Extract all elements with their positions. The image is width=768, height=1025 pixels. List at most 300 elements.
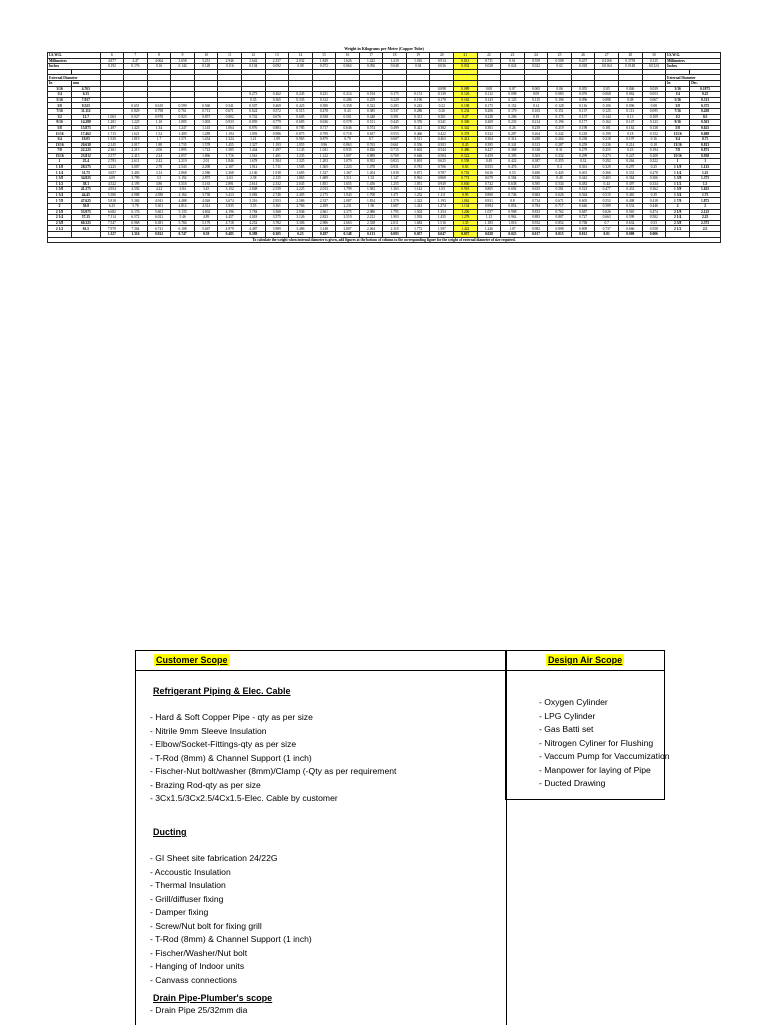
size-inch: 1 5/8 [48,187,72,193]
size-dec: 0.625 [690,125,721,131]
weight-cell: 0.279 [571,148,595,154]
weight-cell: 0.262 [265,92,289,98]
weight-cell: 0.96 [312,142,336,148]
weight-cell: 0.314 [501,136,525,142]
weight-cell: 0.826 [359,148,383,154]
weight-cell: 0.358 [336,103,360,109]
header-cell: 0.457 [571,58,595,64]
row-label: Inches [48,64,101,70]
weight-cell: 3.192 [171,176,195,182]
weight-cell: 0.807 [548,215,572,221]
weight-cell: 0.779 [265,120,289,126]
weight-cell: 0.558 [642,226,666,232]
footer-cell: 1.327 [100,232,124,238]
weight-cell: 0.646 [336,125,360,131]
size-inch: 3/4 [666,136,690,142]
weight-cell: 0.194 [642,148,666,154]
weight-cell: 1.502 [406,209,430,215]
weight-cell: 1.12 [477,215,501,221]
weight-cell: 0.532 [618,204,642,210]
weight-cell: 0.334 [642,181,666,187]
footer-cell: 0.012 [571,232,595,238]
weight-cell: 0.165 [524,108,548,114]
weight-cell: 0.065 [524,86,548,92]
header-cell: 1.829 [312,58,336,64]
weight-cell: 0.286 [336,97,360,103]
footer-cell: 0.047 [430,232,454,238]
size-mm: 22.225 [72,148,100,154]
weight-cell: 0.437 [524,164,548,170]
weight-cell: 0.431 [618,187,642,193]
size-inch: 1 1/2 [48,181,72,187]
weight-cell: 0.646 [571,204,595,210]
size-mm: 19.05 [72,136,100,142]
header-cell: 27 [595,53,619,59]
weight-cell: 0.769 [383,153,407,159]
footer-cell: 1.316 [124,232,148,238]
weight-cell: 1.597 [430,226,454,232]
size-dec: 0.813 [690,142,721,148]
weight-cell: 0.068 [595,92,619,98]
weight-cell: 0.564 [571,192,595,198]
weight-cell: 1.722 [194,148,218,154]
weight-cell: 0.616 [477,170,501,176]
weight-cell: 0.994 [477,204,501,210]
header-cell: 7 [124,53,148,59]
weight-cell: 6.682 [100,209,124,215]
weight-cell: 0.632 [618,220,642,226]
weight-cell: 0.139 [430,92,454,98]
weight-cell: 0.18 [642,142,666,148]
weight-cell: 2.766 [289,204,313,210]
weight-cell: 2.361 [100,148,124,154]
weight-cell: 0.823 [383,159,407,165]
weight-cell: 1.193 [430,198,454,204]
weight-cell: 1.183 [477,220,501,226]
weight-cell: 0.463 [430,136,454,142]
weight-cell: 6.25 [100,204,124,210]
weight-cell: 2.119 [383,226,407,232]
list-item: - Manpower for laying of Pipe [539,764,651,775]
weight-cell: 0.147 [618,120,642,126]
size-dec: 1.875 [690,198,721,204]
weight-cell: 0.552 [595,198,619,204]
weight-cell: 0.198 [571,125,595,131]
weight-cell: 0.157 [571,114,595,120]
weight-cell: 0.684 [524,192,548,198]
weight-cell: 4.580 [147,192,171,198]
footer-cell: 0.017 [524,232,548,238]
size-dec: 2.25 [690,215,721,221]
list-item: - Screw/Nut bolt for fixing grill [150,920,262,931]
weight-cell: 0.515 [289,108,313,114]
weight-cell: 4.718 [218,220,242,226]
weight-cell: 0.287 [548,142,572,148]
weight-cell: 0.734 [524,198,548,204]
size-mm: 7.937 [72,97,100,103]
weight-cell: 0.883 [265,125,289,131]
weight-cell: 6.741 [147,226,171,232]
weight-cell: 2.611 [124,159,148,165]
weight-cell: 0.198 [454,103,478,109]
weight-cell: 0.194 [359,92,383,98]
weight-cell: 1.145 [194,125,218,131]
weight-cell: 2.01 [194,159,218,165]
header-cell: 0.036 [430,64,454,70]
weight-cell: 0.671 [548,198,572,204]
weight-cell: 1.621 [124,131,148,137]
weight-cell: 0.089 [454,86,478,92]
drain-pipe-heading: Drain Pipe-Plumber's scope [153,993,273,1003]
weight-cell: 3.799 [124,176,148,182]
header-cell: 16 [336,53,360,59]
size-inch: 2 1/4 [666,215,690,221]
size-dec: 0.375 [690,103,721,109]
weight-cell: 1.582 [359,187,383,193]
weight-cell: 1.689 [312,176,336,182]
weight-cell: 0.26 [501,125,525,131]
header-cell: 0.018 [571,64,595,70]
weight-cell: 0.908 [501,209,525,215]
list-item: - Gas Batti set [539,724,594,734]
weight-cell: 0.651 [124,103,148,109]
size-inch: 1 3/8 [666,176,690,182]
weight-cell: 0.283 [383,103,407,109]
weight-cell: 0.541 [218,103,242,109]
weight-cell: 0.096 [571,97,595,103]
weight-cell: 0.13 [618,114,642,120]
weight-cell: 0.829 [124,108,148,114]
row-label: Inches [666,64,721,70]
weight-cell: 2.225 [289,187,313,193]
header-cell: 0.315 [642,58,666,64]
weight-cell: 0.486 [454,148,478,154]
weight-cell: 0.578 [336,120,360,126]
weight-cell: 0.49 [548,176,572,182]
size-dec: 0.5 [690,114,721,120]
weight-cell: 4.314 [194,204,218,210]
header-cell: 0.092 [265,64,289,70]
header-cell: 0.048 [383,64,407,70]
list-item: - Oxygen Cylinder [539,697,608,707]
size-mm: 28.575 [72,164,100,170]
weight-cell: 1.505 [289,164,313,170]
weight-cell: 1.363 [383,187,407,193]
weight-cell: 0.214 [618,142,642,148]
weight-cell: 0.067 [642,97,666,103]
weight-cell: 6.572 [124,215,148,221]
weight-cell: 3.163 [194,181,218,187]
weight-cell: 2.543 [171,164,195,170]
weight-cell: 6.381 [147,220,171,226]
weight-cell: 1.713 [100,131,124,137]
weight-cell: 0.501 [336,114,360,120]
size-mm: 6.35 [72,92,100,98]
weight-cell: 3.225 [100,164,124,170]
design-air-scope-list [539,696,670,791]
weight-cell: 3.657 [100,170,124,176]
weight-cell: 1.471 [383,192,407,198]
weight-cell: 0.196 [548,120,572,126]
header-cell: 22 [477,53,501,59]
size-mm: 44.45 [72,192,100,198]
weight-cell: 4.522 [100,181,124,187]
weight-cell: 1.846 [218,159,242,165]
weight-cell: 0.08 [618,97,642,103]
size-inch: 1 3/4 [666,192,690,198]
weight-cell: 1.16 [147,120,171,126]
weight-cell: 0.585 [524,181,548,187]
refrigerant-piping-heading: Refrigerant Piping & Elec. Cable [153,686,291,696]
weight-cell: 0.768 [571,220,595,226]
weight-cell: 1.655 [336,181,360,187]
weight-cell: 1.281 [100,120,124,126]
drain-pipe-list [150,1004,247,1018]
weight-cell: 0.798 [147,108,171,114]
weight-cell: 0.138 [642,125,666,131]
size-mm: 25.4 [72,159,100,165]
weight-cell: 0.982 [524,226,548,232]
weight-cell: 0.391 [383,114,407,120]
weight-cell: 1.579 [383,198,407,204]
weight-cell: 1.206 [454,209,478,215]
weight-cell: 0.197 [618,136,642,142]
weight-cell: 1.716 [218,153,242,159]
weight-cell: 0.08 [477,86,501,92]
weight-cell: 0.175 [548,114,572,120]
weight-cell: 1.297 [265,148,289,154]
weight-cell: 0.671 [218,108,242,114]
weight-cell: 0.403 [595,176,619,182]
header-cell: 2.946 [218,58,242,64]
weight-cell: 2.338 [359,220,383,226]
header-cell: 26 [571,53,595,59]
weight-cell: 0.846 [454,181,478,187]
weight-cell: 0.584 [501,176,525,182]
weight-cell: 0.287 [501,131,525,137]
weight-cell: 2.146 [241,170,265,176]
weight-cell: 1.016 [501,220,525,226]
weight-cell: 0.715 [383,148,407,154]
weight-cell: 0.125 [501,97,525,103]
weight-cell: 4.941 [147,198,171,204]
design-air-scope-title: Design Air Scope [548,655,623,665]
weight-cell: 1.455 [218,142,242,148]
weight-cell: 0.962 [501,215,525,221]
footer-cell: 0.015 [548,232,572,238]
header-cell: 4.877 [100,58,124,64]
weight-cell: 0.239 [524,125,548,131]
weight-cell: 0.785 [289,125,313,131]
weight-cell: 2.175 [312,192,336,198]
size-mm: 41.275 [72,187,100,193]
weight-cell: 0.638 [501,181,525,187]
weight-cell: 1.003 [194,120,218,126]
weight-cell: 0.301 [430,114,454,120]
list-item: - T-Rod (8mm) & Channel Support (1 inch) [150,752,312,763]
weight-cell: 7.547 [100,220,124,226]
header-cell: 11 [218,53,242,59]
weight-cell: 1.062 [454,198,478,204]
weight-cell: 2.405 [289,192,313,198]
weight-cell: 0.234 [454,108,478,114]
weight-cell: 4.89 [194,215,218,221]
list-item: - Fischer-Nut bolt/washer (8mm)/Clamp (-Qty as per requirement [150,766,397,776]
weight-cell: 0.245 [289,92,313,98]
size-mm: 50.8 [72,204,100,210]
header-cell: 17 [359,53,383,59]
weight-cell: 4.954 [100,187,124,193]
weight-cell: 0.536 [524,176,548,182]
weight-cell: 0.515 [595,192,619,198]
weight-cell: 0.088 [595,97,619,103]
weight-cell: 1.327 [241,142,265,148]
weight-cell: 0.986 [265,131,289,137]
header-cell: 0.064 [336,64,360,70]
weight-cell: 0.560 [194,103,218,109]
size-mm: 9.525 [72,103,100,109]
weight-cell: 3.84 [171,187,195,193]
weight-cell: 0.466 [406,131,430,137]
weight-cell: 1.772 [406,226,430,232]
header-cell: 13 [265,53,289,59]
size-inch: 2 1/8 [48,209,72,215]
weight-cell: 2.946 [289,209,313,215]
weight-cell: 5.46 [171,215,195,221]
weight-cell: 0.931 [477,198,501,204]
weight-cell: 2.145 [100,142,124,148]
weight-cell: 0.706 [430,164,454,170]
weight-cell: 1.247 [171,125,195,131]
size-mm: 14.288 [72,120,100,126]
weight-cell: 0.342 [454,125,478,131]
weight-cell: 0.7 [595,220,619,226]
list-item: - 3Cx1.5/3Cx2.5/4Cx1.5-Elec. Cable by customer [150,793,338,803]
weight-cell: 0.096 [618,103,642,109]
weight-cell: 0.4 [548,164,572,170]
weight-cell: 0.39 [642,192,666,198]
footer-cell: 0.305 [265,232,289,238]
weight-cell: 0.762 [548,209,572,215]
weight-cell: 7.979 [100,226,124,232]
weight-cell: 0.742 [241,114,265,120]
weight-cell: 3.082 [241,192,265,198]
size-inch: 1 1/8 [48,164,72,170]
weight-cell: 0.055 [571,86,595,92]
weight-cell: 2.663 [336,220,360,226]
weight-cell: 0.666 [618,226,642,232]
weight-cell: 1.929 [100,136,124,142]
ext-dia-label: External Diameter [666,75,721,81]
weight-cell: 2.087 [336,198,360,204]
header-cell: 0.61 [501,58,525,64]
weight-cell: 0.32 [571,159,595,165]
size-inch: 1 [48,159,72,165]
weight-cell: 3.486 [289,226,313,232]
weight-cell: 0.7 [359,136,383,142]
weight-cell: 6.176 [124,209,148,215]
weight-cell: 0.162 [595,120,619,126]
weight-cell: 0.332 [477,131,501,137]
weight-cell: 0.418 [642,198,666,204]
weight-cell: 1.682 [406,220,430,226]
weight-cell: 0.761 [171,108,195,114]
weight-cell: 0.923 [171,114,195,120]
header-cell: 10 [194,53,218,59]
weight-cell: 1.456 [359,181,383,187]
footer-cell: 0.922 [147,232,171,238]
weight-cell: 0.125 [595,108,619,114]
list-item: - GI Sheet site fabrication 24/22G [150,853,278,863]
weight-cell: 0.553 [383,131,407,137]
weight-cell: 0.35 [241,97,265,103]
size-dec: 2.5 [690,226,721,232]
header-cell: 0.04 [406,64,430,70]
weight-cell: 6.108 [171,226,195,232]
weight-cell: 0.297 [618,164,642,170]
weight-cell: 0.385 [359,108,383,114]
weight-cell: 0.556 [406,142,430,148]
weight-cell: 0.137 [571,108,595,114]
weight-cell: 0.499 [383,125,407,131]
weight-cell: 2.875 [194,176,218,182]
size-inch: 1/2 [48,114,72,120]
weight-cell: 1.571 [171,136,195,142]
weight-cell: 0.331 [406,114,430,120]
weight-cell: 2.125 [265,176,289,182]
weight-cell: 5.78 [124,204,148,210]
footer-cell: 0.23 [289,232,313,238]
size-inch: 7/8 [48,148,72,154]
weight-cell: 1.111 [430,192,454,198]
weight-cell: 0.584 [430,153,454,159]
weight-cell: 3.413 [218,192,242,198]
weight-cell: 0.361 [571,164,595,170]
note-row [48,237,721,243]
weight-cell: 0.565 [618,209,642,215]
weight-cell: 1.21 [241,136,265,142]
weight-cell: 0.106 [595,103,619,109]
header-cell: 3.251 [194,58,218,64]
weight-cell: 0.083 [548,92,572,98]
weight-cell: 0.151 [548,108,572,114]
header-cell: 4.064 [147,58,171,64]
weight-cell: 0.676 [265,114,289,120]
footer-cell: 0.006 [642,232,666,238]
footer-cell: 0.389 [241,232,265,238]
weight-cell: 3.784 [241,209,265,215]
weight-cell: 0.039 [642,86,666,92]
weight-cell: 3.989 [265,226,289,232]
weight-cell: 0.8 [501,198,525,204]
weight-cell: 3.674 [218,198,242,204]
weight-cell: 0.365 [265,97,289,103]
weight-cell: 0.511 [359,120,383,126]
weight-cell: 2.807 [336,226,360,232]
weight-cell: 1.561 [241,153,265,159]
weight-cell: 0.229 [383,97,407,103]
header-cell: 0.104 [241,64,265,70]
weight-cell: 0.474 [642,209,666,215]
list-item: - Ducted Drawing [539,778,606,788]
size-mm: 53.975 [72,209,100,215]
size-mm: 11.112 [72,108,100,114]
weight-cell: 0.07 [501,86,525,92]
size-inch: 2 1/8 [666,209,690,215]
weight-cell: 0.264 [548,136,572,142]
weight-cell: 0.446 [642,204,666,210]
weight-cell: 0.332 [548,153,572,159]
